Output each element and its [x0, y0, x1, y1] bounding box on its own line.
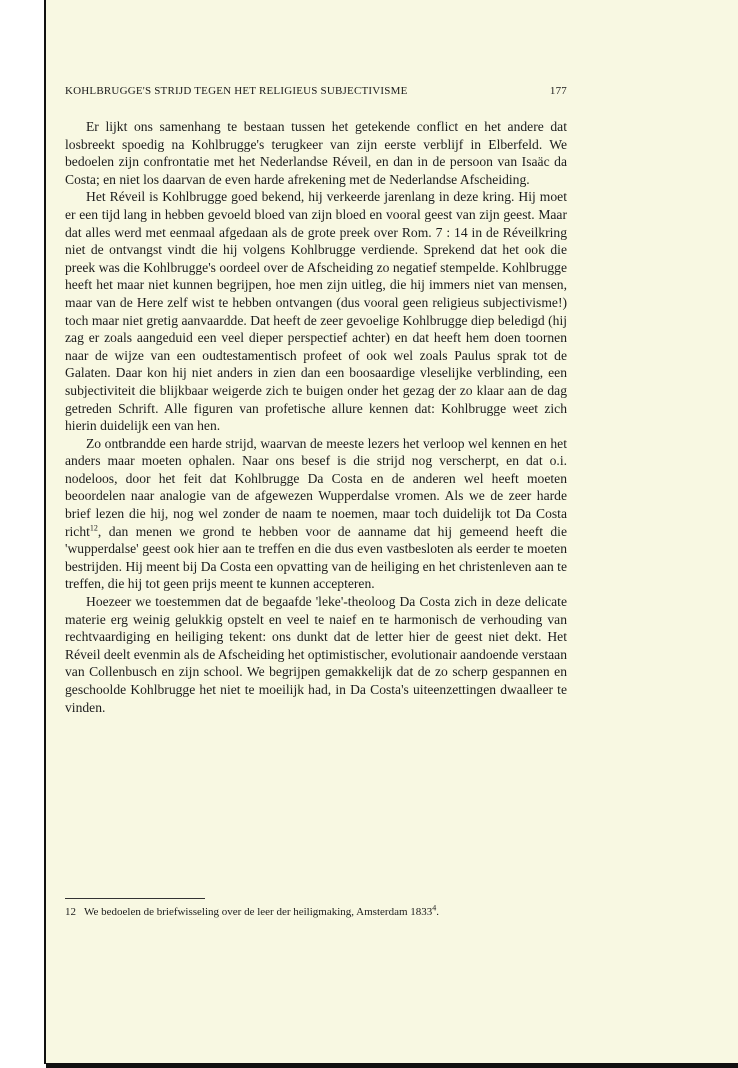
paragraph-1: Er lijkt ons samenhang te bestaan tussen het getekende conflict en het andere dat losbreekt spoedig na Kohlbrugge's terugkeer van zijn eerste verblijf in Elberfeld. We bedoelen zijn confrontatie met het Nederlandse Réveil, en dan in de persoon van Isaäc da Costa; en niet los daarvan de even harde afrekening met de Nederlandse Afscheiding.: [65, 119, 567, 187]
paragraph-3-text-after-note: , dan menen we grond te hebben voor de aanname dat hij gemeend heeft die 'wupperdalse' geest ook hier aan te treffen en die dus even vastbesloten als eerder te moeten bestrijden. Hij meent bij Da Costa een opvatting van de heiliging en het christenleven aan te treffen, die hij tot geen prijs meent te kunnen accepteren.: [65, 523, 567, 592]
page-bottom-edge: [46, 1063, 738, 1068]
footnote-edition: 4: [432, 903, 437, 913]
body-text: [65, 118, 567, 716]
paragraph-3: [65, 435, 567, 593]
footnote-end: .: [436, 906, 440, 918]
paragraph-3-text-before-note: Zo ontbrandde een harde strijd, waarvan de meeste lezers het verloop wel kennen en het anders maar moeten ophalen. Naar ons besef is die strijd nog verscherpt, en dat o.i. nodeloos, door het feit dat Kohlbrugge Da Costa en de anderen wel heeft moeten beoordelen naar analogie van de afgewezen Wupperdalse vromen. Als we de zeer harde brief lezen die hij, nog wel zonder de naam te noemen, maar toch duidelijk tot Da Costa richt: [65, 435, 567, 539]
footnote-text: We bedoelen de briefwisseling over de leer der heiligmaking, Amsterdam 1833: [84, 906, 433, 918]
page-number: 177: [549, 85, 567, 97]
footnote-number: 12: [65, 906, 76, 918]
footnote-reference: 12: [89, 523, 98, 533]
running-title: KOHLBRUGGE'S STRIJD TEGEN HET RELIGIEUS SUBJECTIVISME: [65, 85, 408, 97]
footnote-divider: [65, 898, 205, 899]
footnote: [65, 905, 625, 919]
paragraph-4: Hoezeer we toestemmen dat de begaafde 'leke'-theoloog Da Costa zich in deze delicate materie erg weinig gelukkig opstelt en veel te naief en te harmonisch de verhouding van rechtvaardiging en heiliging tekent: ons dunkt dat de letter hier de geest niet dekt. Het Réveil deelt evenmin als de Afscheiding het optimistischer, evolutionair aandoende verstaan van Collenbusch en zijn school. We begrijpen gemakkelijk dat de zo scherp gespannen en geschoolde Kohlbrugge het niet te moeilijk had, in Da Costa's uiteenzettingen dwaalleer te vinden.: [65, 594, 567, 715]
book-page: [44, 0, 738, 1064]
paragraph-2: Het Réveil is Kohlbrugge goed bekend, hij verkeerde jarenlang in deze kring. Hij moet er een tijd lang in hebben gevoeld bloed van zijn bloed en vooral geest van zijn geest. Maar dat alles werd met eenmaal afgedaan als de grote preek over Rom. 7 : 14 in de Réveilkring niet de ontvangst vindt die hij volgens Kohlbrugge verdiende. Sprekend dat het ook die preek was die Kohlbrugge's oordeel over de Afscheiding zo negatief stempelde. Kohlbrugge heeft het maar niet kunnen begrijpen, hoe men zijn uitleg, die hij immers niet van mensen, maar van de Here zelf wist te hebben ontvangen (dus vooral geen religieus subjectivisme!) toch maar niet gretig aanvaardde. Dat heeft de zeer gevoelige Kohlbrugge diep beledigd (hij zag er zoals aangeduid een veel dieper perspectief achter) en dat heeft hem doen toornen naar de wijze van een oudtestamentisch profeet of ook wel zoals Paulus sprak tot de Galaten. Daar kon hij niet anders in zien dan een boosaardige vleselijke verblinding, een subjectiviteit die blijkbaar weigerde zich te buigen onder het gezag der zo klaar aan de dag getreden Schrift. Alle figuren van profetische allure kennen dat: Kohlbrugge weet zich hierin duidelijk een van hen.: [65, 189, 567, 434]
